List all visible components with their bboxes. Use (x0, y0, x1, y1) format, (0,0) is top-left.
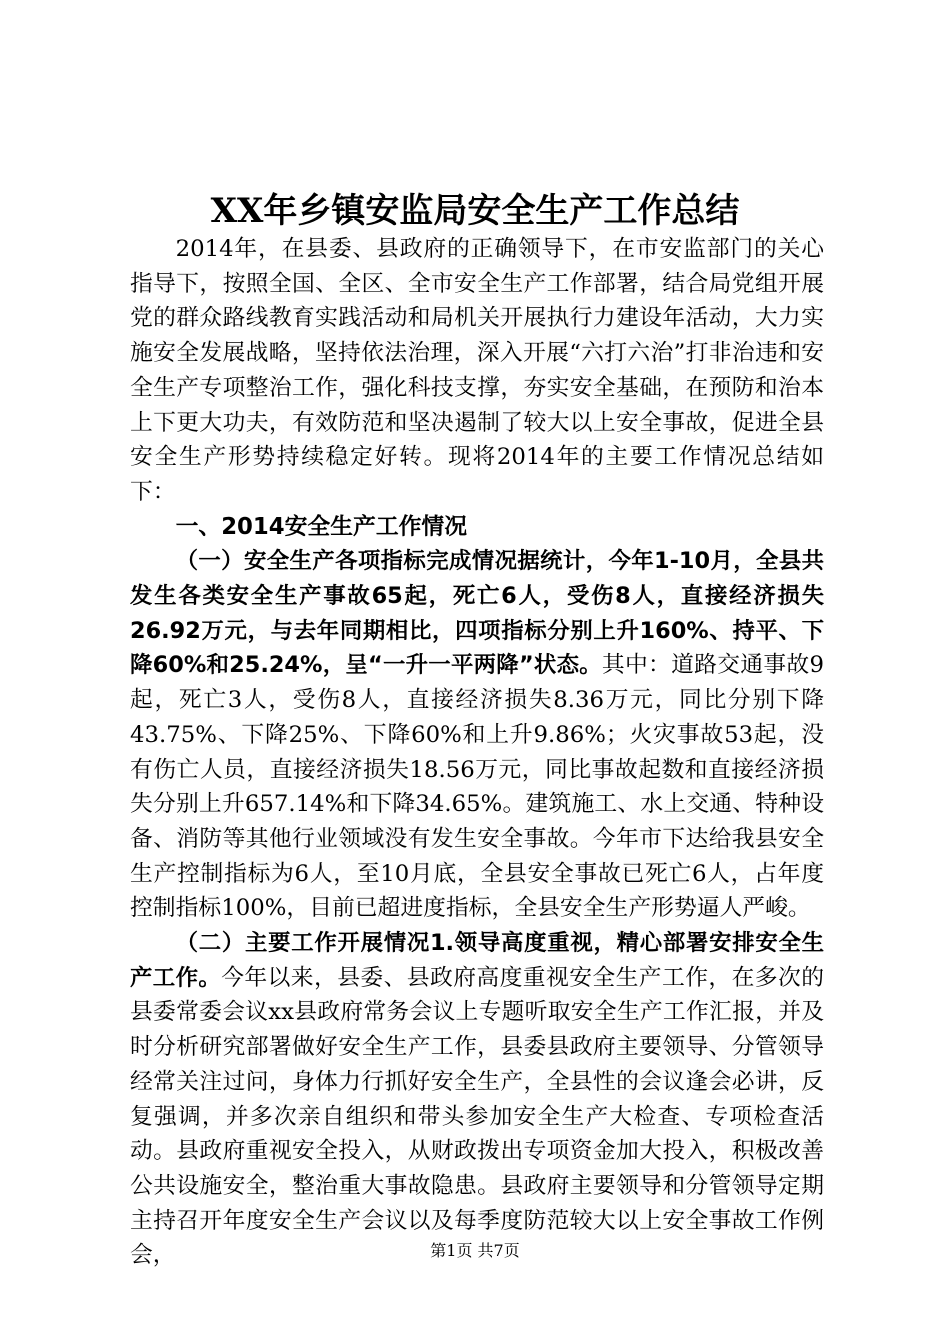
subsection-2-text: 今年以来，县委、县政府高度重视安全生产工作，在多次的县委常委会议xx县政府常务会议上专题听取安全生产工作汇报，并及时分析研究部署做好安全生产工作，县委县政府主要领导、分管领导经常关注过问，身体力行抓好安全生产，全县性的会议逢会必讲，反复强调，并多次亲自组织和带头参加安全生产大检查、专项检查活动。县政府重视安全投入，从财政拨出专项资金加大投入，积极改善公共设施安全，整治重大事故隐患。县政府主要领导和分管领导定期主持召开年度安全生产会议以及每季度防范较大以上安全事故工作例会， (130, 964, 825, 1269)
subsection-2-bold-text: （二）主要工作开展情况1.领导高度重视，精心部署安排安全生产工作。 (130, 930, 824, 991)
subsection-2-paragraph (130, 926, 824, 1273)
subsection-1-bold-text: （一）安全生产各项指标完成情况据统计，今年1-10月，全县共发生各类安全生产事故65起，死亡6人，受伤8人，直接经济损失26.92万元，与去年同期相比，四项指标分别上升160%、持平、下降60%和25.24%，呈“一升一平两降”状态。 (130, 548, 824, 679)
intro-paragraph: 2014年，在县委、县政府的正确领导下，在市安监部门的关心指导下，按照全国、全区、全市安全生产工作部署，结合局党组开展党的群众路线教育实践活动和局机关开展执行力建设年活动，大力实施安全发展战略，坚持依法治理，深入开展“六打六治”打非治违和安全生产专项整治工作，强化科技支撑，夯实安全基础，在预防和治本上下更大功夫，有效防范和坚决遏制了较大以上安全事故，促进全县安全生产形势持续稳定好转。现将2014年的主要工作情况总结如下： (130, 236, 824, 505)
page-footer: 第1页 共7页 (430, 1241, 520, 1260)
document-body (130, 232, 824, 1273)
section-heading-1: 一、2014安全生产工作情况 (175, 513, 468, 540)
document-title: XX年乡镇安监局安全生产工作总结 (210, 191, 740, 231)
subsection-1-text: 其中：道路交通事故9起，死亡3人，受伤8人，直接经济损失8.36万元，同比分别下降43.75%、下降25%、下降60%和上升9.86%；火灾事故53起，没有伤亡人员，直接经济损失18.56万元，同比事故起数和直接经济损失分别上升657.14%和下降34.65%。建筑施工、水上交通、特种设备、消防等其他行业领域没有发生安全事故。今年市下达给我县安全生产控制指标为6人，至10月底，全县安全事故已死亡6人，占年度控制指标100%，目前已超进度指标，全县安全生产形势逼人严峻。 (130, 652, 824, 922)
subsection-1-paragraph (130, 544, 824, 926)
